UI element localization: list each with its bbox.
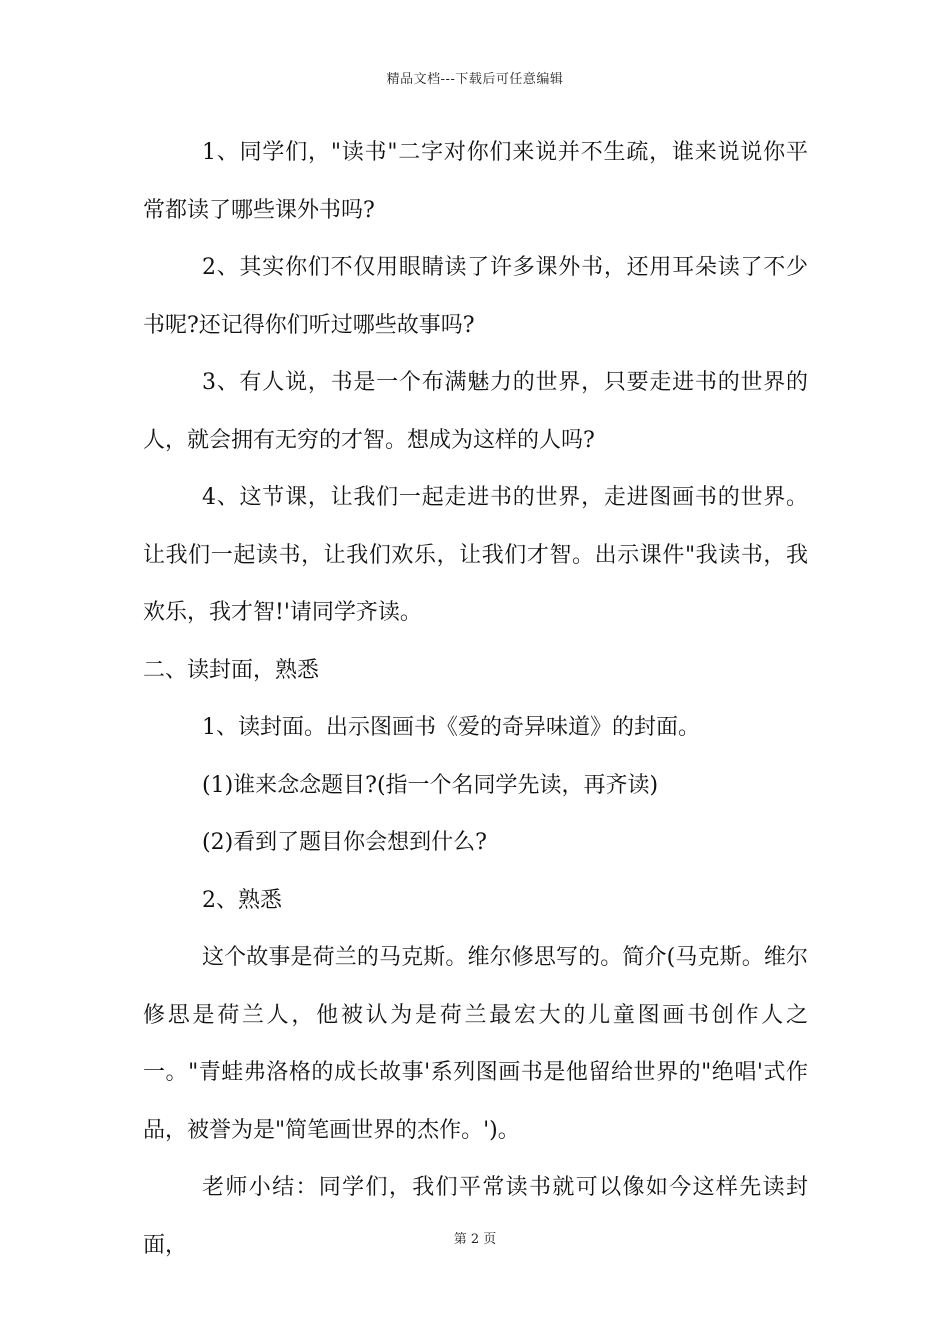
paragraph-sub-1: (1)谁来念念题目?(指一个名同学先读，再齐读) bbox=[202, 772, 659, 798]
page-header: 精品文档---下载后可任意编辑 bbox=[386, 72, 564, 87]
paragraph-question-2: 2、其实你们不仅用眼睛读了许多课外书，还用耳朵读了不少书呢?还记得你们听过哪些故事吗? bbox=[143, 255, 808, 338]
section-heading: 二、读封面，熟悉 bbox=[143, 657, 320, 683]
paragraph-read-cover: 1、读封面。出示图画书《爱的奇异味道》的封面。 bbox=[202, 715, 700, 740]
paragraph-familiar: 2、熟悉 bbox=[202, 887, 282, 913]
paragraph-teacher-summary: 老师小结：同学们，我们平常读书就可以像如今这样先读封面， bbox=[143, 1175, 808, 1258]
paragraph-question-4: 4、这节课，让我们一起走进书的世界，走进图画书的世界。让我们一起读书，让我们欢乐，让我们才智。出示课件"我读书，我欢乐，我才智!'请同学齐读。 bbox=[143, 485, 808, 625]
paragraph-sub-2: (2)看到了题目你会想到什么? bbox=[202, 830, 487, 855]
paragraph-author-intro: 这个故事是荷兰的马克斯。维尔修思写的。简介(马克斯。维尔修思是荷兰人，他被认为是荷兰最宏大的儿童图画书创作人之一。"青蛙弗洛格的成长故事'系列图画书是他留给世界的"绝唱'式作品，被誉为是"简笔画世界的杰作。')。 bbox=[143, 945, 808, 1143]
paragraph-question-3: 3、有人说，书是一个布满魅力的世界，只要走进书的世界的人，就会拥有无穷的才智。想成为这样的人吗? bbox=[143, 370, 808, 453]
paragraph-question-1: 1、同学们，"读书"二字对你们来说并不生疏，谁来说说你平常都读了哪些课外书吗? bbox=[143, 140, 808, 223]
page-number: 第 2 页 bbox=[453, 1232, 497, 1247]
document-body bbox=[143, 124, 808, 1274]
